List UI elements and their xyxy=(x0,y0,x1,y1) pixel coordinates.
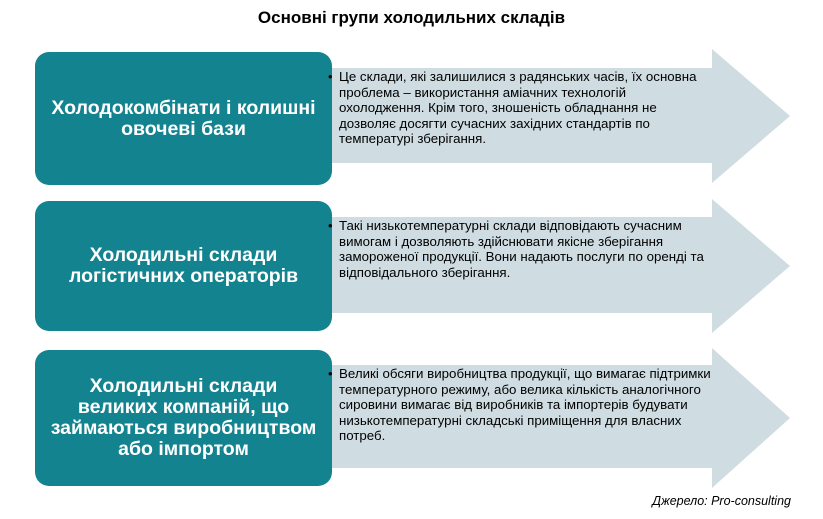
group-description-3 xyxy=(328,366,713,444)
bullet-3: • xyxy=(328,366,333,381)
group-name-2: Холодильні склади логістичних операторів xyxy=(68,244,299,287)
group-box-3 xyxy=(35,350,332,486)
bullet-1: • xyxy=(328,69,333,84)
group-box-1 xyxy=(35,52,332,185)
description-text-2: Такі низькотемпературні склади відповідають сучасним вимогам і дозволяють здійснювати якісне зберігання замороженої продукції. Вони надають послуги по оренді та відповідального зберігання. xyxy=(339,218,704,280)
group-description-2 xyxy=(328,218,713,280)
group-description-1 xyxy=(328,69,713,147)
group-box-2 xyxy=(35,201,332,331)
bullet-2: • xyxy=(328,218,333,233)
group-name-3: Холодильні склади великих компаній, що займаються виробництвом або імпортом xyxy=(50,375,317,460)
description-text-1: Це склади, які залишилися з радянських часів, їх основна проблема – використання аміачних технологій охолодження. Крім того, зношеність обладнання не дозволяє досягти сучасних західних стандартів по температурі зберігання. xyxy=(339,69,697,146)
source-note: Джерело: Pro-consulting xyxy=(652,494,791,508)
diagram-title: Основні групи холодильних складів xyxy=(257,8,566,27)
description-text-3: Великі обсяги виробництва продукції, що вимагає підтримки температурного режиму, або велика кількість аналогічного сировини вимагає від виробників та імпортерів будувати низькотемпературні складські приміщення для власних потреб. xyxy=(339,366,711,443)
group-name-1: Холодокомбінати і колишні овочеві бази xyxy=(51,96,316,140)
